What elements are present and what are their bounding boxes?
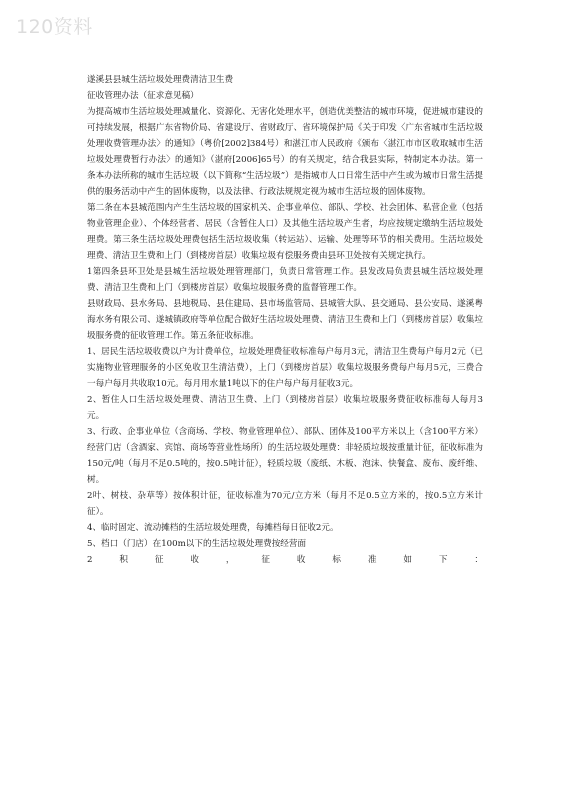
- paragraph-preamble: 为提高城市生活垃圾处理减量化、资源化、无害化处理水平，创造优美整洁的城市环境，促进城市建设的可持续发展，根据广东省物价局、省建设厅、省财政厅、省环境保护局《关于印发〈广东省城市生活垃圾处理收费管理办法〉的通知》（粤价[2002]384号）和湛江市人民政府《颁布〈湛江市市区收取城市生活垃圾处理费暂行办法〉的通知》（湛府[2006]65号）的有关规定，结合我县实际，特制定本办法。第一条本办法所称的城市生活垃圾（以下简称“生活垃圾”）是指城市人口日常生活中产生或为城市日常生活提供的服务活动中产生的固体废物，以及法律、行政法规规定视为城市生活垃圾的固体废物。: [87, 107, 483, 197]
- paragraph-article-4: 1第四条县环卫处是县城生活垃圾处理管理部门，负责日常管理工作。县发改局负责县城生活垃圾处理费、清洁卫生费和上门（到楼房首层）收集垃圾服务费的监督管理工作。: [87, 267, 483, 293]
- last-line-token: 下: [438, 555, 448, 565]
- last-line-token: ：: [474, 555, 483, 565]
- document-title: 遂溪县县城生活垃圾处理费清洁卫生费: [87, 75, 234, 85]
- last-line-token: ，: [225, 555, 235, 565]
- document-subtitle: 征收管理办法（征求意见稿）: [87, 91, 199, 101]
- last-line-token: 积: [119, 555, 128, 565]
- paragraph-article-2-3: 第二条在本县城范围内产生生活垃圾的国家机关、企事业单位、部队、学校、社会团体、私营企业（包括物业管理企业）、个体经营者、居民（含暂住人口）及其他生活垃圾产生者，均应按规定缴纳生活垃圾处理费。第三条生活垃圾处理费包括生活垃圾收集（转运站）、运输、处理等环节的相关费用。生活垃圾处理费、清洁卫生费和上门（到楼房首层）收集垃圾有偿服务费由县环卫处按有关规定执行。: [87, 203, 483, 261]
- last-line-token: 准: [367, 555, 377, 565]
- last-line: [87, 552, 483, 568]
- last-line-token: 2: [87, 555, 93, 565]
- last-line-token: 收: [190, 555, 199, 565]
- paragraph-standard-2: 2、暂住人口生活垃圾处理费、清洁卫生费、上门（到楼房首层）收集垃圾服务费征收标准每人每月3元。: [87, 395, 483, 421]
- watermark: 120资料: [16, 16, 93, 38]
- paragraph-cooperating-departments: 县财政局、县水务局、县地税局、县住建局、县市场监管局、县城管大队、县交通局、县公安局、遂溪粤海水务有限公司、遂城镇政府等单位配合做好生活垃圾处理费、清洁卫生费和上门（到楼房首层）收集垃圾服务费的征收管理工作。第五条征收标准。: [87, 299, 483, 341]
- last-line-token: 标: [332, 555, 341, 565]
- last-line-token: 如: [403, 555, 412, 565]
- last-line-token: 征: [154, 555, 164, 565]
- paragraph-standard-4: 4、临时固定、流动摊档的生活垃圾处理费，每摊档每日征收2元。: [87, 523, 339, 533]
- last-line-token: 征: [261, 555, 270, 565]
- paragraph-standard-1: 1、居民生活垃圾收费以户为计费单位，垃圾处理费征收标准每户每月3元，清洁卫生费每户每月2元（已实施物业管理服务的小区免收卫生清洁费），上门（到楼房首层）收集垃圾服务费每户每月5元，三费合一每户每月共收取10元。每月用水量1吨以下的住户每户每月征收3元。: [87, 347, 483, 389]
- paragraph-standard-3: 3、行政、企事业单位（含商场、学校、物业管理单位）、部队、团体及100平方米以上（含100平方米）经营门店（含酒家、宾馆、商场等营业性场所）的生活垃圾处理费：非轻质垃圾按重量计征，征收标准为150元/吨（每月不足0.5吨的，按0.5吨计征），轻质垃圾（废纸、木板、泡沫、快餐盒、废布、废纤维、树。: [87, 427, 483, 485]
- paragraph-standard-3-cont: 2叶、树枝、杂草等）按体积计征，征收标准为70元/立方米（每月不足0.5立方米的，按0.5立方米计征）。: [87, 491, 483, 517]
- document-body: [87, 72, 483, 568]
- last-line-token: 收: [296, 555, 306, 565]
- paragraph-standard-5: 5、档口（门店）在100m以下的生活垃圾处理费按经营面: [87, 539, 307, 549]
